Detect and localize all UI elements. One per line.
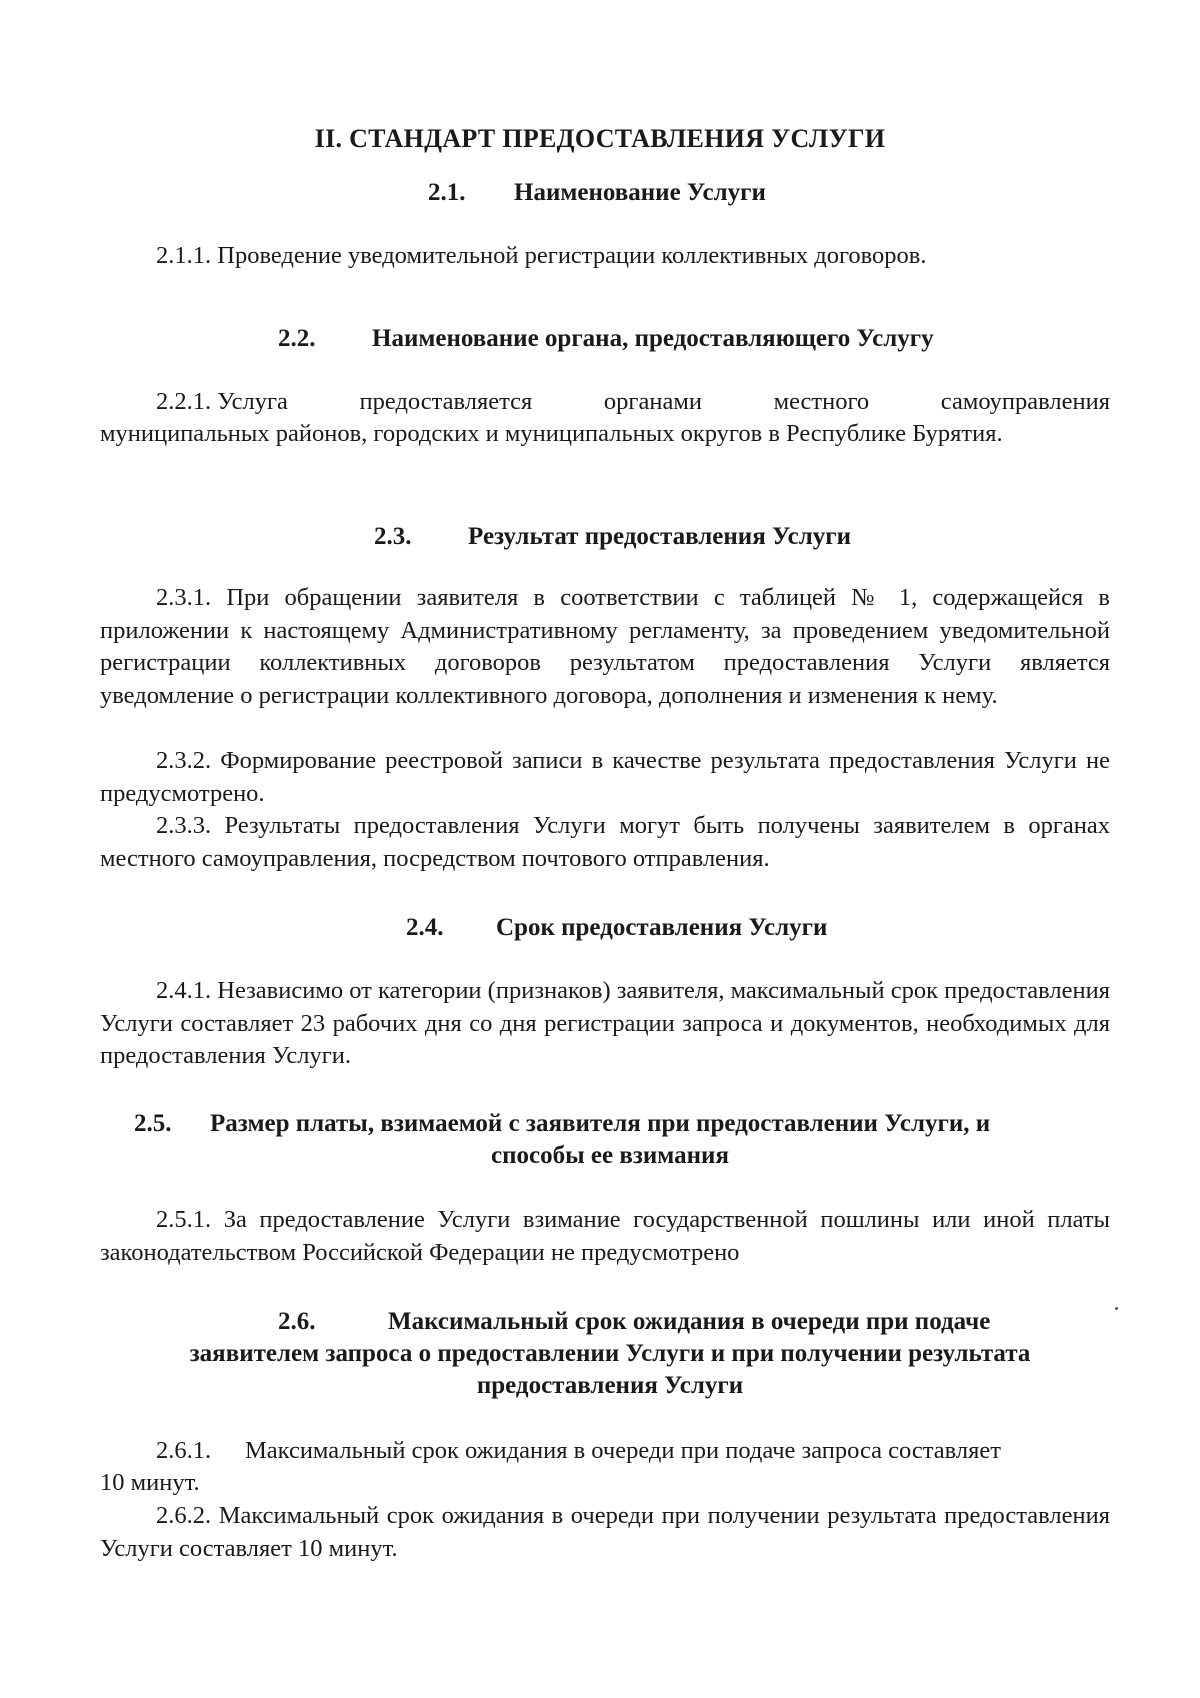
section-number: 2.1. (428, 179, 466, 206)
section-2-1-heading (428, 177, 766, 209)
paragraph-2-2-1-line1 (156, 386, 1110, 419)
word: 2.2.1. Услуга (156, 388, 288, 415)
paragraph-2-6-2: 2.6.2. Максимальный срок ожидания в очереди при получении результата предоставления Услуги составляет 10 минут. (100, 1502, 1110, 1562)
section-2-5-heading (134, 1108, 990, 1140)
word: самоуправления (940, 388, 1110, 415)
paragraph-2-1-1: 2.1.1. Проведение уведомительной регистрации коллективных договоров. (156, 242, 927, 269)
paragraph-2-3-1: 2.3.1. При обращении заявителя в соответствии с таблицей № 1, содержащейся в приложении к настоящему Административному регламенту, за проведением уведомительной регистрации коллективных договоров результатом предоставления Услуги является уведомление о регистрации коллективного договора, дополнения и изменения к нему. (100, 584, 1110, 709)
section-2-4-heading (406, 912, 827, 944)
section-title: Наименование органа, предоставляющего Услугу (372, 325, 934, 352)
word: органами (603, 388, 702, 415)
section-title: Результат предоставления Услуги (468, 523, 852, 550)
paragraph-2-2-1-rest: муниципальных районов, городских и муниципальных округов в Республике Бурятия. (100, 420, 1003, 447)
section-title: Срок предоставления Услуги (496, 914, 828, 941)
section-title-line1: Размер платы, взимаемой с заявителя при предоставлении Услуги, и (210, 1110, 991, 1137)
section-2-2-heading (278, 323, 934, 355)
section-number: 2.6. (278, 1308, 316, 1335)
section-number: 2.3. (374, 523, 412, 550)
paragraph-2-6-1-number: 2.6.1. (156, 1437, 212, 1464)
section-number: 2.4. (406, 914, 444, 941)
chapter-title: II. СТАНДАРТ ПРЕДОСТАВЛЕНИЯ УСЛУГИ (314, 124, 886, 153)
section-number: 2.2. (278, 325, 316, 352)
paragraph-2-4-1: 2.4.1. Независимо от категории (признаков) заявителя, максимальный срок предоставления Услуги составляет 23 рабочих дня со дня регистрации запроса и документов, необходимых для предоставления Услуги. (100, 977, 1110, 1069)
section-title: Наименование Услуги (514, 179, 766, 206)
paragraph-2-3-2: 2.3.2. Формирование реестровой записи в качестве результата предоставления Услуги не предусмотрено. (100, 747, 1110, 807)
scan-speck (1115, 1307, 1118, 1310)
paragraph-2-6-1-text: Максимальный срок ожидания в очереди при подаче запроса составляет (245, 1437, 1001, 1464)
section-2-5-heading-line2: способы ее взимания (491, 1142, 729, 1169)
paragraph-2-5-1: 2.5.1. За предоставление Услуги взимание государственной пошлины или иной платы законодательством Российской Федерации не предусмотрено (100, 1206, 1110, 1266)
section-title-line1: Максимальный срок ожидания в очереди при подаче (388, 1308, 991, 1335)
paragraph-2-3-3: 2.3.3. Результаты предоставления Услуги могут быть получены заявителем в органах местного самоуправления, посредством почтового отправления. (100, 812, 1110, 872)
word: предоставляется (359, 388, 533, 415)
section-2-3-heading (374, 521, 851, 553)
word: местного (773, 388, 870, 415)
paragraph-2-6-1-rest: 10 минут. (100, 1469, 200, 1496)
section-2-6-heading-line3: предоставления Услуги (476, 1372, 744, 1399)
section-2-6-heading-line2: заявителем запроса о предоставлении Услуги и при получении результата (189, 1340, 1031, 1367)
section-number: 2.5. (134, 1110, 172, 1137)
section-2-6-heading (278, 1306, 990, 1338)
